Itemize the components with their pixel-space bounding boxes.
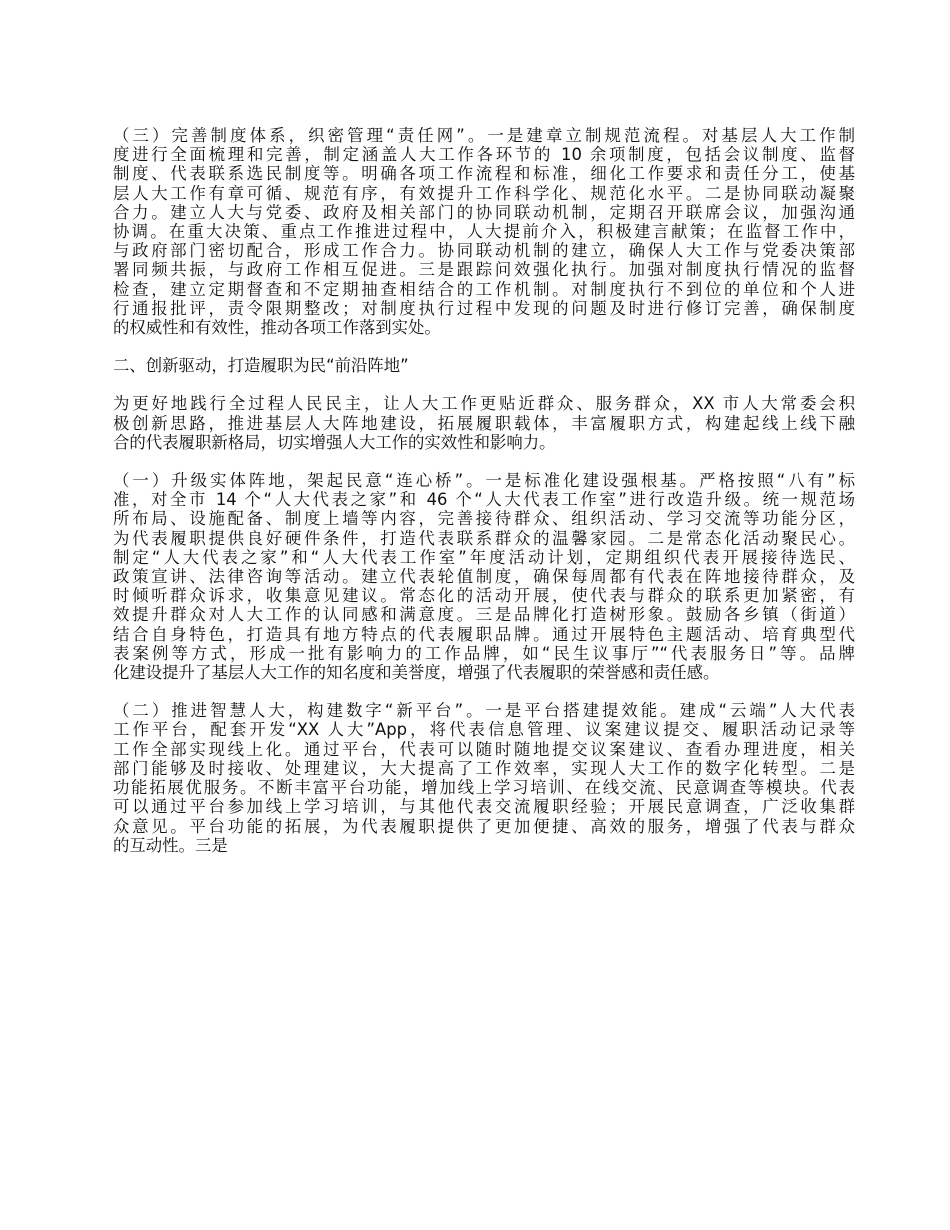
text-line: 众意见。平台功能的拓展，为代表履职提供了更加便捷、高效的服务，增强了代表与群众: [113, 816, 855, 836]
text-line: 极创新思路，推进基层人大阵地建设，拓展履职载体，丰富履职方式，构建起线上线下融: [113, 413, 855, 433]
text-line: 度进行全面梳理和完善，制定涵盖人大工作各环节的 10 余项制度，包括会议制度、监督: [113, 145, 855, 165]
paragraph-section-1-physical: [113, 471, 855, 682]
text-line: 层人大工作有章可循、规范有序，有效提升工作科学化、规范化水平。二是协同联动凝聚: [113, 183, 855, 203]
document-page: [113, 126, 855, 874]
paragraph-section-2-digital: [113, 701, 855, 855]
text-line: 制定“人大代表之家”和“人大代表工作室”年度活动计划，定期组织代表开展接待选民、: [113, 547, 855, 567]
text-line: 制度、代表联系选民制度等。明确各项工作流程和标准，细化工作要求和责任分工，使基: [113, 164, 855, 184]
text-line: 表案例等方式，形成一批有影响力的工作品牌，如“民生议事厅”“代表服务日”等。品牌: [113, 643, 855, 663]
text-line: 政策宣讲、法律咨询等活动。建立代表轮值制度，确保每周都有代表在阵地接待群众，及: [113, 567, 855, 587]
text-line: 时倾听群众诉求，收集意见建议。常态化的活动开展，使代表与群众的联系更加紧密，有: [113, 586, 855, 606]
text-line: 行通报批评，责令限期整改；对制度执行过程中发现的问题及时进行修订完善，确保制度: [113, 298, 855, 318]
text-line: 检查，建立定期督查和不定期抽查相结合的工作机制。对制度执行不到位的单位和个人进: [113, 279, 855, 299]
text-line: 与政府部门密切配合，形成工作合力。协同联动机制的建立，确保人大工作与党委决策部: [113, 241, 855, 261]
text-line: 所布局、设施配备、制度上墙等内容，完善接待群众、组织活动、学习交流等功能分区，: [113, 509, 855, 529]
text-line: 可以通过平台参加线上学习培训，与其他代表交流履职经验；开展民意调查，广泛收集群: [113, 797, 855, 817]
text-line: 工作全部实现线上化。通过平台，代表可以随时随地提交议案建议、查看办理进度，相关: [113, 739, 855, 759]
text-line: （二）推进智慧人大，构建数字“新平台”。一是平台搭建提效能。建成“云端”人大代表: [113, 701, 855, 721]
text-line: 结合自身特色，打造具有地方特点的代表履职品牌。通过开展特色主题活动、培育典型代: [113, 624, 855, 644]
paragraph-section-3-system: [113, 126, 855, 337]
text-line: 署同频共振，与政府工作相互促进。三是跟踪问效强化执行。加强对制度执行情况的监督: [113, 260, 855, 280]
heading-text: 二、创新驱动，打造履职为民“前沿阵地”: [113, 356, 409, 376]
text-line: 为更好地践行全过程人民民主，让人大工作更贴近群众、服务群众，XX 市人大常委会积: [113, 394, 855, 414]
text-line: 部门能够及时接收、处理建议，大大提高了工作效率，实现人大工作的数字化转型。二是: [113, 758, 855, 778]
text-line: 的互动性。三是: [113, 835, 228, 855]
paragraph-intro: [113, 394, 855, 452]
text-line: 为代表履职提供良好硬件条件，打造代表联系群众的温馨家园。二是常态化活动聚民心。: [113, 528, 855, 548]
text-line: 化建设提升了基层人大工作的知名度和美誉度，增强了代表履职的荣誉感和责任感。: [113, 663, 720, 683]
text-line: 功能拓展优服务。不断丰富平台功能，增加线上学习培训、在线交流、民意调查等模块。代表: [113, 778, 855, 798]
text-line: （一）升级实体阵地，架起民意“连心桥”。一是标准化建设强根基。严格按照“八有”标: [113, 471, 855, 491]
text-line: 合的代表履职新格局，切实增强人大工作的实效性和影响力。: [113, 432, 556, 452]
section-heading-2: [113, 356, 855, 375]
text-line: 效提升群众对人大工作的认同感和满意度。三是品牌化打造树形象。鼓励各乡镇（街道）: [113, 605, 855, 625]
text-line: 准，对全市 14 个“人大代表之家”和 46 个“人大代表工作室”进行改造升级。统一规范场: [113, 490, 855, 510]
text-line: （三）完善制度体系，织密管理“责任网”。一是建章立制规范流程。对基层人大工作制: [113, 126, 855, 145]
text-line: 的权威性和有效性，推动各项工作落到实处。: [113, 318, 441, 338]
text-line: 协调。在重大决策、重点工作推进过程中，人大提前介入，积极建言献策；在监督工作中，: [113, 222, 855, 242]
text-line: 合力。建立人大与党委、政府及相关部门的协同联动机制，定期召开联席会议，加强沟通: [113, 202, 855, 222]
text-line: 工作平台，配套开发“XX 人大”App，将代表信息管理、议案建议提交、履职活动记录等: [113, 720, 855, 740]
